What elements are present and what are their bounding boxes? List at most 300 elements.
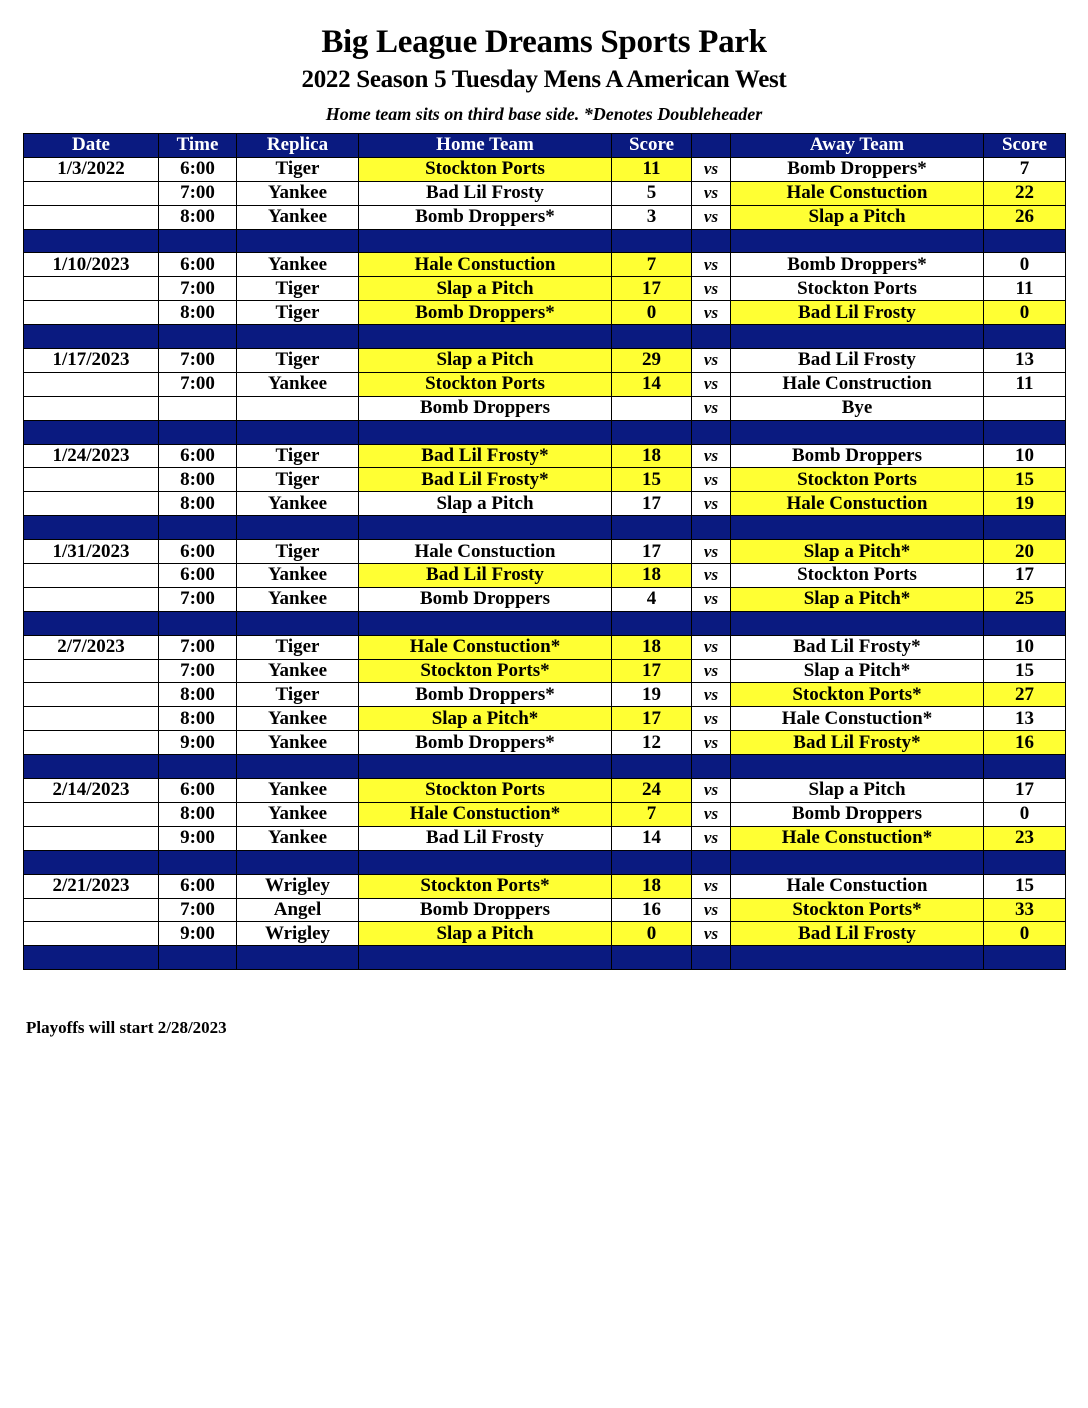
cell-away-team: Stockton Ports* — [731, 683, 984, 707]
cell-vs: vs — [692, 683, 731, 707]
cell-replica: Yankee — [237, 205, 359, 229]
cell-home-team: Slap a Pitch — [359, 277, 612, 301]
cell-away-score: 13 — [984, 349, 1066, 373]
cell-away-team: Slap a Pitch — [731, 205, 984, 229]
col-header-home-team: Home Team — [359, 134, 612, 158]
cell-vs: vs — [692, 492, 731, 516]
separator-cell — [692, 611, 731, 635]
cell-date: 1/3/2022 — [24, 157, 159, 181]
cell-replica: Yankee — [237, 587, 359, 611]
separator-cell — [24, 611, 159, 635]
cell-replica: Angel — [237, 898, 359, 922]
separator-cell — [237, 325, 359, 349]
table-row — [24, 253, 1066, 277]
cell-time: 8:00 — [159, 205, 237, 229]
cell-away-team: Bomb Droppers* — [731, 253, 984, 277]
page-title: Big League Dreams Sports Park — [321, 24, 767, 60]
cell-time: 7:00 — [159, 181, 237, 205]
cell-time — [159, 396, 237, 420]
cell-away-score: 15 — [984, 874, 1066, 898]
cell-replica: Tiger — [237, 277, 359, 301]
cell-date: 2/7/2023 — [24, 635, 159, 659]
table-row — [24, 540, 1066, 564]
cell-home-team: Slap a Pitch — [359, 349, 612, 373]
cell-home-score: 14 — [612, 372, 692, 396]
separator-cell — [731, 420, 984, 444]
cell-time: 8:00 — [159, 683, 237, 707]
cell-replica: Tiger — [237, 635, 359, 659]
separator-cell — [159, 611, 237, 635]
cell-away-score: 27 — [984, 683, 1066, 707]
cell-time: 7:00 — [159, 635, 237, 659]
cell-away-score: 0 — [984, 922, 1066, 946]
cell-away-team: Bad Lil Frosty — [731, 301, 984, 325]
cell-home-score: 16 — [612, 898, 692, 922]
cell-time: 8:00 — [159, 802, 237, 826]
cell-date: 2/14/2023 — [24, 779, 159, 803]
cell-replica: Yankee — [237, 564, 359, 588]
cell-home-score: 18 — [612, 635, 692, 659]
cell-replica: Wrigley — [237, 874, 359, 898]
cell-away-score: 20 — [984, 540, 1066, 564]
separator-cell — [159, 420, 237, 444]
separator-cell — [731, 755, 984, 779]
cell-vs: vs — [692, 396, 731, 420]
cell-vs: vs — [692, 635, 731, 659]
separator-cell — [159, 516, 237, 540]
cell-away-team: Hale Constuction — [731, 874, 984, 898]
cell-home-score: 19 — [612, 683, 692, 707]
cell-home-team: Bad Lil Frosty* — [359, 444, 612, 468]
week-separator-row — [24, 229, 1066, 253]
cell-home-team: Hale Constuction — [359, 253, 612, 277]
cell-home-score: 17 — [612, 492, 692, 516]
cell-vs: vs — [692, 587, 731, 611]
cell-home-score: 5 — [612, 181, 692, 205]
cell-time: 7:00 — [159, 349, 237, 373]
separator-cell — [359, 516, 612, 540]
separator-cell — [612, 229, 692, 253]
separator-cell — [237, 611, 359, 635]
cell-home-team: Stockton Ports* — [359, 874, 612, 898]
cell-vs: vs — [692, 468, 731, 492]
cell-home-score: 4 — [612, 587, 692, 611]
cell-date — [24, 898, 159, 922]
cell-away-score: 11 — [984, 277, 1066, 301]
cell-away-score: 17 — [984, 564, 1066, 588]
cell-away-team: Stockton Ports* — [731, 898, 984, 922]
table-row — [24, 301, 1066, 325]
cell-away-team: Hale Construction — [731, 372, 984, 396]
cell-date — [24, 181, 159, 205]
col-header-away-score: Score — [984, 134, 1066, 158]
cell-away-team: Bomb Droppers* — [731, 157, 984, 181]
cell-replica: Yankee — [237, 826, 359, 850]
cell-away-team: Bye — [731, 396, 984, 420]
cell-home-score: 18 — [612, 874, 692, 898]
cell-vs: vs — [692, 540, 731, 564]
cell-replica: Yankee — [237, 253, 359, 277]
cell-home-score: 0 — [612, 922, 692, 946]
header-row — [24, 134, 1066, 158]
cell-replica: Yankee — [237, 372, 359, 396]
cell-date: 1/31/2023 — [24, 540, 159, 564]
cell-home-score: 17 — [612, 659, 692, 683]
week-separator-row — [24, 420, 1066, 444]
separator-cell — [731, 850, 984, 874]
separator-cell — [692, 420, 731, 444]
cell-away-team: Slap a Pitch* — [731, 540, 984, 564]
cell-away-team: Stockton Ports — [731, 564, 984, 588]
cell-home-score — [612, 396, 692, 420]
cell-home-score: 7 — [612, 802, 692, 826]
cell-away-team: Hale Constuction* — [731, 826, 984, 850]
separator-cell — [984, 850, 1066, 874]
cell-date — [24, 468, 159, 492]
cell-time: 8:00 — [159, 301, 237, 325]
cell-vs: vs — [692, 372, 731, 396]
cell-away-score: 22 — [984, 181, 1066, 205]
cell-time: 6:00 — [159, 540, 237, 564]
cell-away-team: Hale Constuction* — [731, 707, 984, 731]
table-row — [24, 659, 1066, 683]
cell-away-team: Bomb Droppers — [731, 444, 984, 468]
separator-cell — [612, 946, 692, 970]
cell-time: 6:00 — [159, 779, 237, 803]
cell-time: 7:00 — [159, 898, 237, 922]
cell-vs: vs — [692, 253, 731, 277]
cell-time: 6:00 — [159, 444, 237, 468]
cell-vs: vs — [692, 444, 731, 468]
cell-vs: vs — [692, 826, 731, 850]
page-subtitle: 2022 Season 5 Tuesday Mens A American West — [301, 66, 787, 93]
cell-time: 6:00 — [159, 157, 237, 181]
cell-away-team: Bad Lil Frosty* — [731, 731, 984, 755]
cell-date — [24, 731, 159, 755]
cell-time: 8:00 — [159, 492, 237, 516]
cell-vs: vs — [692, 779, 731, 803]
cell-away-score — [984, 396, 1066, 420]
cell-replica: Yankee — [237, 802, 359, 826]
cell-home-score: 24 — [612, 779, 692, 803]
cell-date — [24, 707, 159, 731]
cell-away-score: 33 — [984, 898, 1066, 922]
cell-home-team: Stockton Ports — [359, 779, 612, 803]
cell-time: 8:00 — [159, 468, 237, 492]
cell-replica: Yankee — [237, 659, 359, 683]
cell-replica: Yankee — [237, 707, 359, 731]
cell-away-score: 0 — [984, 301, 1066, 325]
cell-date — [24, 372, 159, 396]
cell-away-score: 17 — [984, 779, 1066, 803]
cell-replica: Wrigley — [237, 922, 359, 946]
separator-cell — [731, 611, 984, 635]
cell-home-score: 3 — [612, 205, 692, 229]
cell-time: 6:00 — [159, 253, 237, 277]
table-row — [24, 731, 1066, 755]
cell-date — [24, 301, 159, 325]
cell-date: 1/17/2023 — [24, 349, 159, 373]
cell-vs: vs — [692, 181, 731, 205]
cell-home-team: Bomb Droppers* — [359, 683, 612, 707]
table-row — [24, 372, 1066, 396]
col-header-home-score: Score — [612, 134, 692, 158]
separator-cell — [984, 229, 1066, 253]
cell-replica: Yankee — [237, 181, 359, 205]
cell-away-team: Bad Lil Frosty — [731, 349, 984, 373]
schedule-table — [23, 133, 1066, 970]
cell-home-team: Stockton Ports — [359, 157, 612, 181]
cell-date: 2/21/2023 — [24, 874, 159, 898]
cell-date — [24, 277, 159, 301]
cell-away-team: Stockton Ports — [731, 468, 984, 492]
cell-home-team: Slap a Pitch — [359, 492, 612, 516]
separator-cell — [984, 946, 1066, 970]
cell-home-team: Hale Constuction* — [359, 802, 612, 826]
cell-time: 6:00 — [159, 564, 237, 588]
cell-vs: vs — [692, 874, 731, 898]
cell-home-team: Bomb Droppers* — [359, 731, 612, 755]
cell-vs: vs — [692, 205, 731, 229]
separator-cell — [984, 325, 1066, 349]
separator-cell — [984, 755, 1066, 779]
cell-replica: Tiger — [237, 540, 359, 564]
separator-cell — [612, 755, 692, 779]
cell-date — [24, 587, 159, 611]
cell-home-score: 18 — [612, 564, 692, 588]
cell-replica: Yankee — [237, 492, 359, 516]
separator-cell — [359, 755, 612, 779]
cell-replica: Tiger — [237, 349, 359, 373]
cell-home-score: 17 — [612, 540, 692, 564]
separator-cell — [159, 229, 237, 253]
week-separator-row — [24, 755, 1066, 779]
cell-away-score: 10 — [984, 635, 1066, 659]
cell-vs: vs — [692, 277, 731, 301]
schedule-note: Home team sits on third base side. *Denotes Doubleheader — [325, 104, 763, 124]
cell-home-score: 17 — [612, 707, 692, 731]
separator-cell — [359, 611, 612, 635]
cell-away-score: 19 — [984, 492, 1066, 516]
separator-cell — [612, 611, 692, 635]
table-row — [24, 181, 1066, 205]
cell-replica: Tiger — [237, 157, 359, 181]
cell-date — [24, 922, 159, 946]
cell-time: 6:00 — [159, 874, 237, 898]
cell-time: 7:00 — [159, 587, 237, 611]
table-row — [24, 635, 1066, 659]
cell-home-team: Stockton Ports — [359, 372, 612, 396]
separator-cell — [237, 229, 359, 253]
cell-away-team: Hale Constuction — [731, 492, 984, 516]
separator-cell — [359, 229, 612, 253]
cell-replica: Yankee — [237, 779, 359, 803]
cell-time: 7:00 — [159, 277, 237, 301]
cell-date: 1/24/2023 — [24, 444, 159, 468]
cell-home-team: Slap a Pitch — [359, 922, 612, 946]
separator-cell — [159, 325, 237, 349]
cell-home-score: 11 — [612, 157, 692, 181]
cell-time: 9:00 — [159, 922, 237, 946]
cell-away-team: Bad Lil Frosty* — [731, 635, 984, 659]
separator-cell — [692, 325, 731, 349]
cell-away-score: 23 — [984, 826, 1066, 850]
table-row — [24, 683, 1066, 707]
cell-replica: Tiger — [237, 683, 359, 707]
separator-cell — [692, 229, 731, 253]
col-header-date: Date — [24, 134, 159, 158]
cell-away-team: Stockton Ports — [731, 277, 984, 301]
week-separator-row — [24, 850, 1066, 874]
cell-time: 7:00 — [159, 372, 237, 396]
playoffs-note: Playoffs will start 2/28/2023 — [26, 1018, 227, 1037]
cell-home-team: Slap a Pitch* — [359, 707, 612, 731]
cell-away-team: Slap a Pitch* — [731, 659, 984, 683]
cell-replica: Tiger — [237, 468, 359, 492]
cell-away-score: 10 — [984, 444, 1066, 468]
cell-home-team: Bad Lil Frosty — [359, 181, 612, 205]
separator-cell — [237, 946, 359, 970]
cell-away-score: 13 — [984, 707, 1066, 731]
separator-cell — [237, 516, 359, 540]
separator-cell — [24, 850, 159, 874]
table-row — [24, 779, 1066, 803]
table-row — [24, 802, 1066, 826]
cell-home-team: Bad Lil Frosty — [359, 564, 612, 588]
week-separator-row — [24, 946, 1066, 970]
cell-home-team: Hale Constuction* — [359, 635, 612, 659]
cell-vs: vs — [692, 922, 731, 946]
cell-home-team: Bomb Droppers — [359, 898, 612, 922]
cell-date — [24, 205, 159, 229]
table-row — [24, 922, 1066, 946]
cell-home-score: 12 — [612, 731, 692, 755]
cell-time: 7:00 — [159, 659, 237, 683]
week-separator-row — [24, 611, 1066, 635]
cell-replica: Tiger — [237, 444, 359, 468]
separator-cell — [731, 325, 984, 349]
col-header-replica: Replica — [237, 134, 359, 158]
cell-vs: vs — [692, 898, 731, 922]
cell-home-score: 17 — [612, 277, 692, 301]
cell-date — [24, 492, 159, 516]
cell-away-score: 25 — [984, 587, 1066, 611]
separator-cell — [359, 325, 612, 349]
separator-cell — [984, 420, 1066, 444]
cell-vs: vs — [692, 802, 731, 826]
col-header-away-team: Away Team — [731, 134, 984, 158]
separator-cell — [612, 516, 692, 540]
cell-away-score: 7 — [984, 157, 1066, 181]
cell-date: 1/10/2023 — [24, 253, 159, 277]
separator-cell — [692, 755, 731, 779]
cell-time: 9:00 — [159, 826, 237, 850]
cell-date — [24, 659, 159, 683]
separator-cell — [984, 611, 1066, 635]
cell-away-team: Slap a Pitch — [731, 779, 984, 803]
cell-away-score: 11 — [984, 372, 1066, 396]
separator-cell — [237, 755, 359, 779]
cell-home-score: 15 — [612, 468, 692, 492]
table-row — [24, 157, 1066, 181]
cell-vs: vs — [692, 157, 731, 181]
cell-home-team: Bomb Droppers* — [359, 205, 612, 229]
separator-cell — [159, 755, 237, 779]
table-row — [24, 277, 1066, 301]
cell-away-score: 0 — [984, 253, 1066, 277]
cell-vs: vs — [692, 564, 731, 588]
separator-cell — [159, 850, 237, 874]
cell-away-score: 15 — [984, 659, 1066, 683]
table-row — [24, 349, 1066, 373]
cell-away-team: Bad Lil Frosty — [731, 922, 984, 946]
cell-replica: Yankee — [237, 731, 359, 755]
table-row — [24, 468, 1066, 492]
col-header-time: Time — [159, 134, 237, 158]
week-separator-row — [24, 516, 1066, 540]
separator-cell — [24, 755, 159, 779]
cell-away-score: 15 — [984, 468, 1066, 492]
cell-home-team: Hale Constuction — [359, 540, 612, 564]
cell-away-score: 26 — [984, 205, 1066, 229]
separator-cell — [359, 850, 612, 874]
separator-cell — [612, 420, 692, 444]
separator-cell — [612, 325, 692, 349]
separator-cell — [731, 946, 984, 970]
cell-away-score: 16 — [984, 731, 1066, 755]
table-row — [24, 898, 1066, 922]
separator-cell — [24, 325, 159, 349]
separator-cell — [237, 850, 359, 874]
cell-away-score: 0 — [984, 802, 1066, 826]
separator-cell — [24, 946, 159, 970]
table-row — [24, 205, 1066, 229]
cell-away-team: Bomb Droppers — [731, 802, 984, 826]
cell-vs: vs — [692, 659, 731, 683]
cell-home-score: 29 — [612, 349, 692, 373]
table-row — [24, 444, 1066, 468]
col-header-vs — [692, 134, 731, 158]
cell-home-score: 14 — [612, 826, 692, 850]
cell-vs: vs — [692, 301, 731, 325]
table-row — [24, 396, 1066, 420]
separator-cell — [359, 420, 612, 444]
cell-time: 8:00 — [159, 707, 237, 731]
separator-cell — [237, 420, 359, 444]
table-row — [24, 874, 1066, 898]
separator-cell — [692, 516, 731, 540]
cell-date — [24, 396, 159, 420]
cell-home-score: 18 — [612, 444, 692, 468]
cell-vs: vs — [692, 731, 731, 755]
cell-date — [24, 802, 159, 826]
table-row — [24, 826, 1066, 850]
cell-away-team: Slap a Pitch* — [731, 587, 984, 611]
separator-cell — [692, 946, 731, 970]
cell-date — [24, 564, 159, 588]
table-row — [24, 564, 1066, 588]
cell-home-team: Bad Lil Frosty — [359, 826, 612, 850]
cell-home-score: 7 — [612, 253, 692, 277]
week-separator-row — [24, 325, 1066, 349]
separator-cell — [984, 516, 1066, 540]
cell-away-team: Hale Constuction — [731, 181, 984, 205]
table-row — [24, 492, 1066, 516]
separator-cell — [24, 420, 159, 444]
cell-date — [24, 826, 159, 850]
cell-replica: Tiger — [237, 301, 359, 325]
cell-vs: vs — [692, 349, 731, 373]
